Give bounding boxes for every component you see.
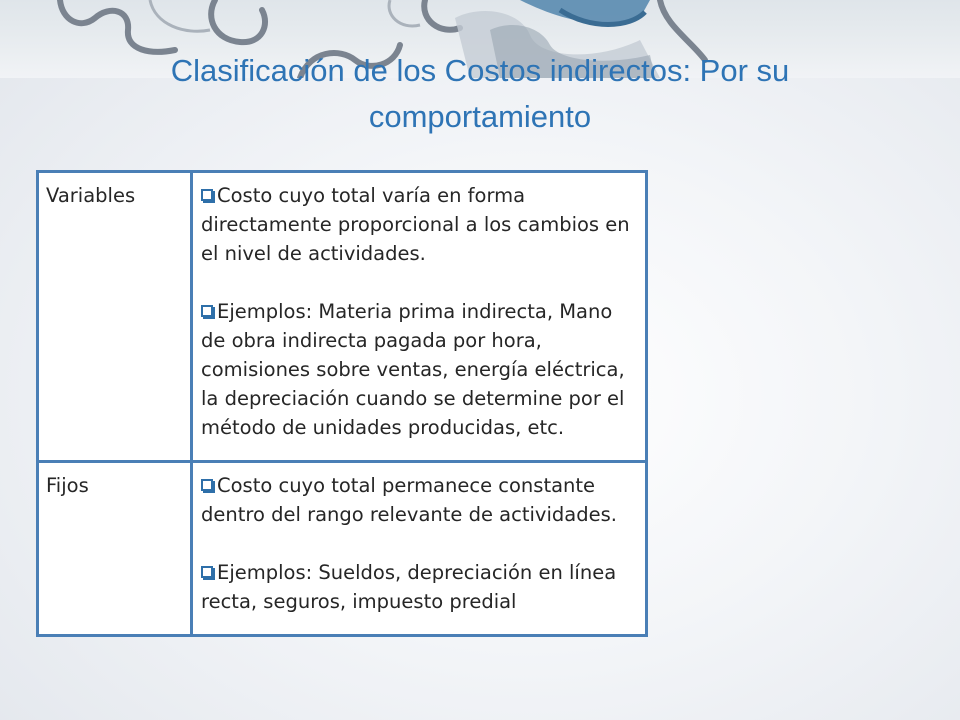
square-bullet-icon (201, 189, 213, 201)
row-label-variables: Variables (38, 172, 192, 462)
classification-table (36, 170, 648, 637)
square-bullet-icon (201, 566, 213, 578)
bullet-text: Costo cuyo total varía en forma directamente proporcional a los cambios en el nivel de actividades. (201, 184, 630, 265)
bullet-text: Ejemplos: Sueldos, depreciación en línea recta, seguros, impuesto predial (201, 561, 617, 613)
row-content-variables (192, 172, 647, 462)
slide-title: Clasificación de los Costos indirectos: Por su comportamiento (170, 53, 790, 134)
bullet-item (201, 471, 633, 529)
bullet-text: Ejemplos: Materia prima indirecta, Mano de obra indirecta pagada por hora, comisiones sobre ventas, energía eléctrica, la depreciación cuando se determine por el método de unidades producidas, etc. (201, 300, 625, 439)
bullet-text: Costo cuyo total permanece constante dentro del rango relevante de actividades. (201, 474, 617, 526)
bullet-item (201, 181, 633, 268)
square-bullet-icon (201, 479, 213, 491)
table-row-variables (38, 172, 647, 462)
row-label-fijos: Fijos (38, 462, 192, 636)
table-row-fijos (38, 462, 647, 636)
square-bullet-icon (201, 305, 213, 317)
row-content-fijos (192, 462, 647, 636)
bullet-item (201, 297, 633, 442)
bullet-item (201, 558, 633, 616)
